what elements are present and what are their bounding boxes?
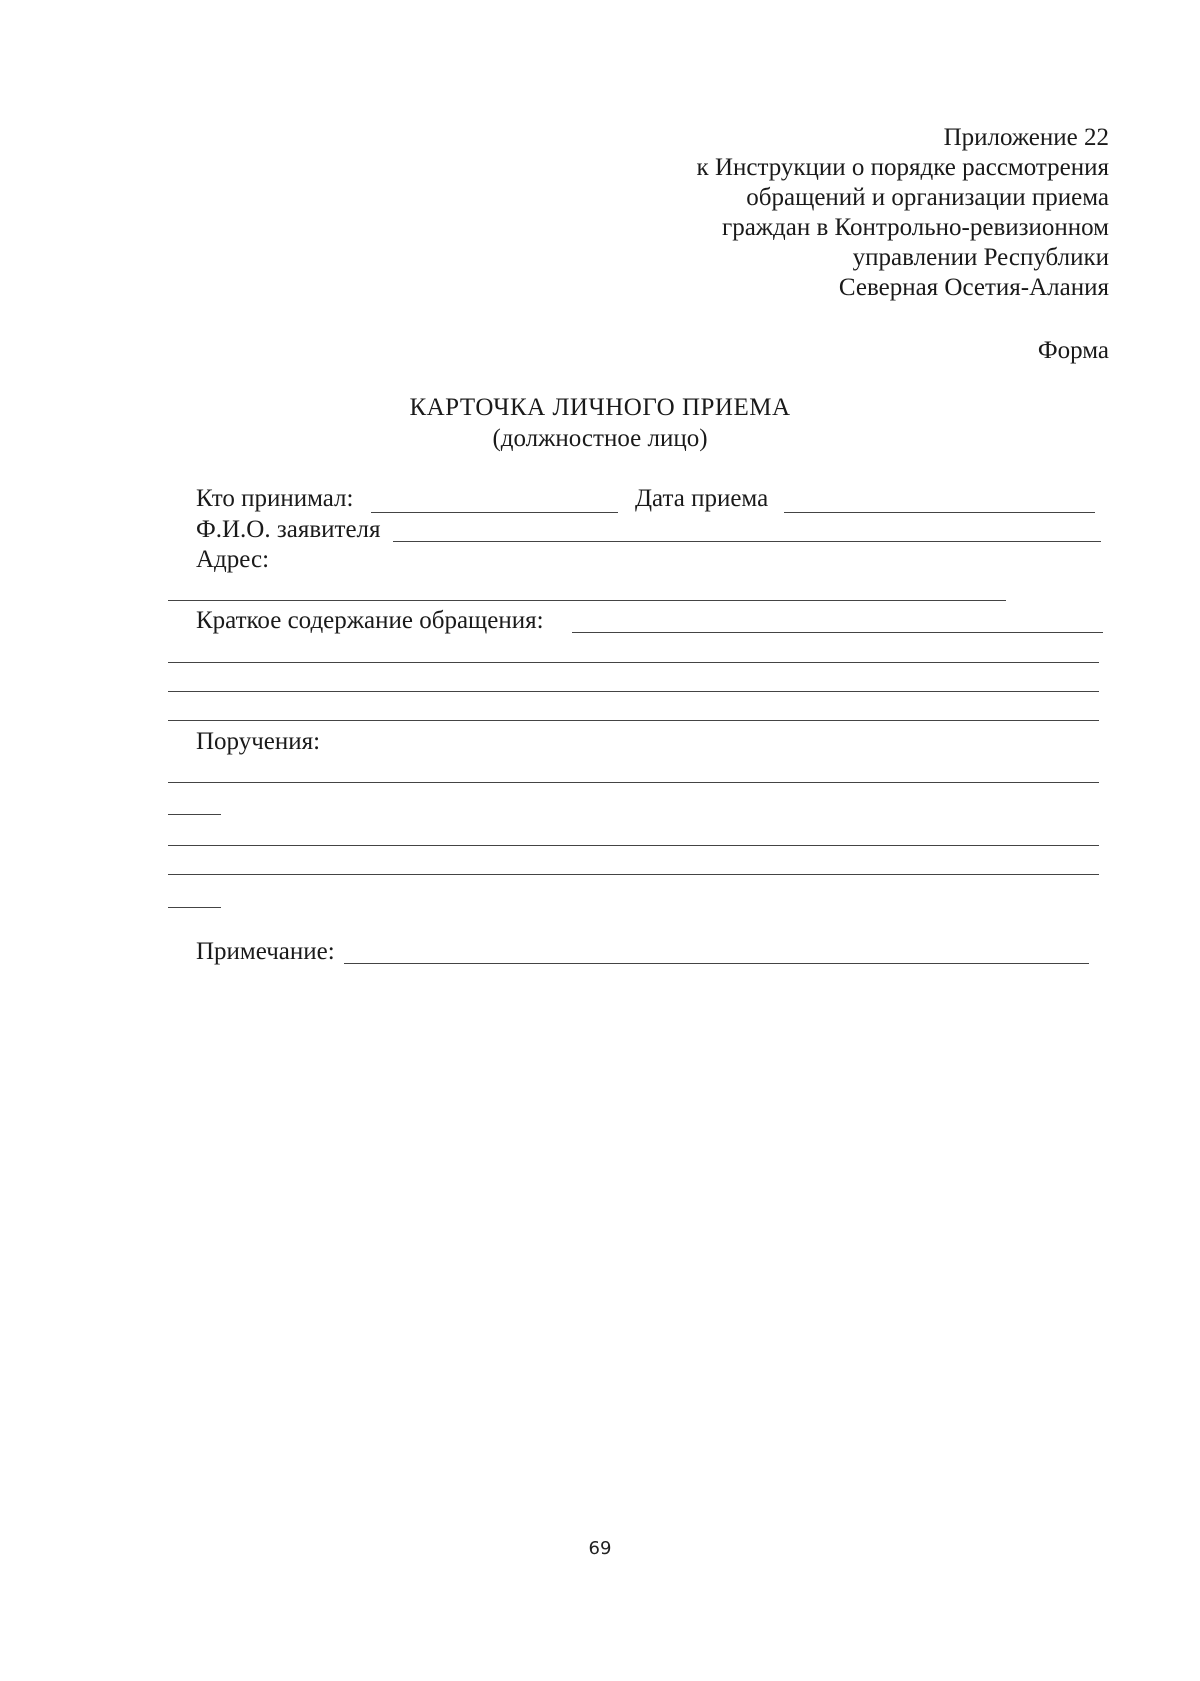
instructions-line[interactable]: [168, 845, 1099, 846]
summary-line[interactable]: [572, 632, 1103, 633]
page-number: 69: [588, 1538, 612, 1559]
form-label: Форма: [1037, 337, 1109, 364]
appendix-block: [697, 123, 1109, 303]
appendix-line: обращений и организации приема: [746, 184, 1109, 211]
summary-line[interactable]: [168, 720, 1099, 721]
card-title: КАРТОЧКА ЛИЧНОГО ПРИЕМА: [409, 394, 791, 421]
instructions-line[interactable]: [168, 782, 1099, 783]
appendix-line: управлении Республики: [852, 244, 1109, 271]
appendix-line: к Инструкции о порядке рассмотрения: [696, 154, 1109, 181]
address-label: Адрес:: [196, 546, 270, 573]
note-label: Примечание:: [196, 938, 335, 965]
received-by-line[interactable]: [371, 512, 618, 513]
note-line[interactable]: [344, 963, 1089, 964]
reception-date-line[interactable]: [784, 512, 1095, 513]
address-line[interactable]: [168, 600, 1006, 601]
card-subtitle: (должностное лицо): [492, 425, 708, 452]
instructions-line[interactable]: [168, 907, 221, 908]
instructions-label: Поручения:: [196, 728, 321, 755]
instructions-line[interactable]: [168, 814, 221, 815]
applicant-name-label: Ф.И.О. заявителя: [196, 516, 381, 543]
summary-line[interactable]: [168, 662, 1099, 663]
appendix-line: граждан в Контрольно-ревизионном: [721, 214, 1109, 241]
summary-label: Краткое содержание обращения:: [196, 607, 544, 634]
appendix-line: Приложение 22: [943, 124, 1109, 151]
applicant-name-line[interactable]: [393, 541, 1101, 542]
received-by-label: Кто принимал:: [196, 485, 354, 512]
instructions-line[interactable]: [168, 874, 1099, 875]
reception-date-label: Дата приема: [635, 485, 769, 512]
summary-line[interactable]: [168, 691, 1099, 692]
appendix-line: Северная Осетия-Алания: [838, 274, 1109, 301]
